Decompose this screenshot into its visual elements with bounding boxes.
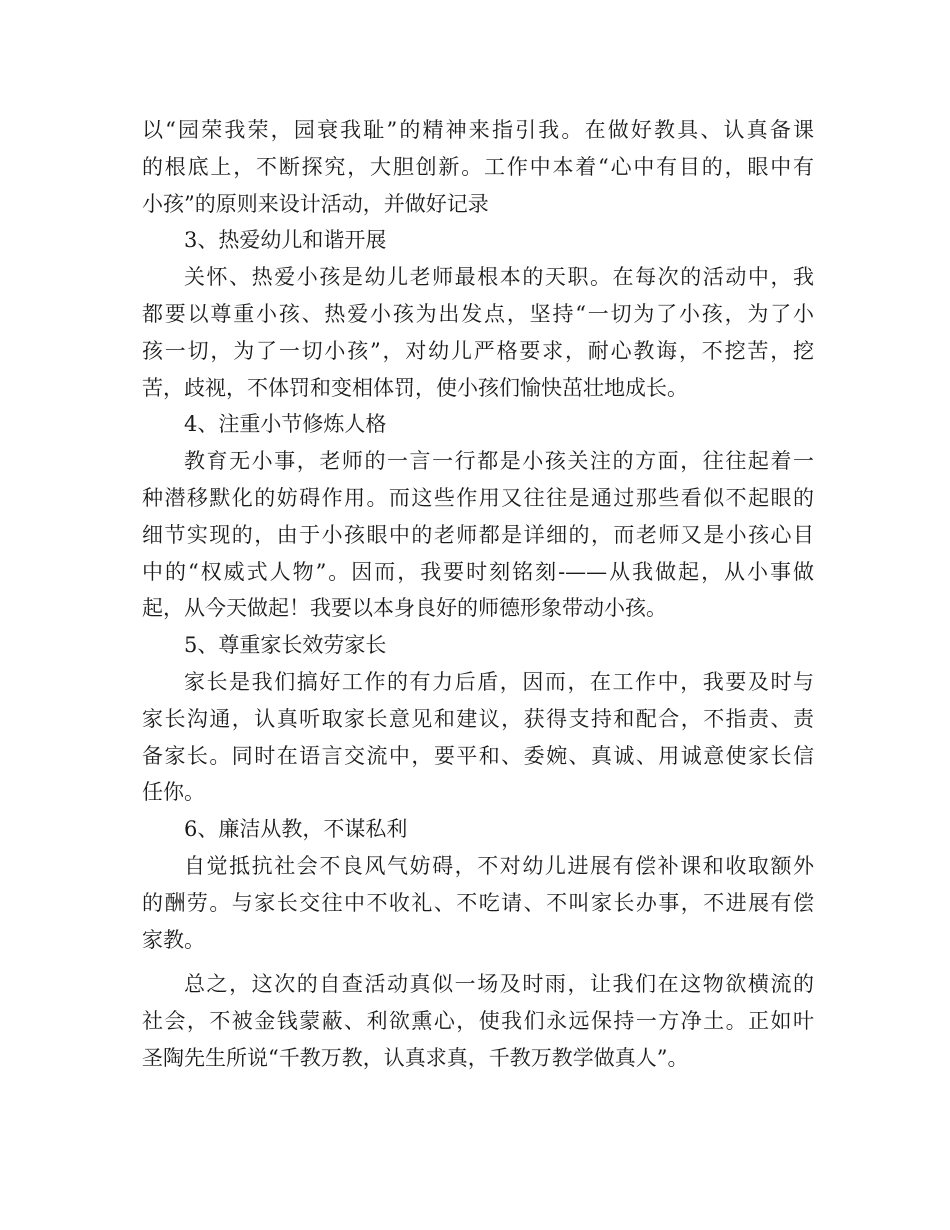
paragraph-line: 家长沟通，认真听取家长意见和建议，获得支持和配合，不指责、责 (142, 706, 814, 731)
paragraph-line: 任你。 (142, 780, 205, 805)
section-heading: 3、热爱幼儿和谐开展 (184, 228, 387, 253)
paragraph-line: 社会，不被金钱蒙蔽、利欲熏心，使我们永远保持一方净土。正如叶 (142, 1009, 814, 1034)
section-heading: 6、廉洁从教，不谋私利 (184, 817, 408, 842)
paragraph-line: 种潜移默化的妨碍作用。而这些作用又往往是通过那些看似不起眼的 (142, 485, 814, 510)
paragraph-line: 自觉抵抗社会不良风气妨碍，不对幼儿进展有偿补课和收取额外 (184, 853, 814, 878)
paragraph-line: 教育无小事，老师的一言一行都是小孩关注的方面，往往起着一 (184, 449, 814, 474)
paragraph-line: 总之，这次的自查活动真似一场及时雨，让我们在这物欲横流的 (184, 972, 814, 997)
paragraph-line: 家长是我们搞好工作的有力后盾，因而，在工作中，我要及时与 (184, 669, 814, 694)
paragraph-line: 的根底上，不断探究，大胆创新。工作中本着“心中有目的，眼中有 (142, 154, 814, 179)
paragraph-line: 关怀、热爱小孩是幼儿老师最根本的天职。在每次的活动中，我 (184, 265, 814, 290)
paragraph-line: 以“园荣我荣，园衰我耻”的精神来指引我。在做好教具、认真备课 (142, 118, 814, 142)
paragraph-line: 家教。 (142, 927, 205, 952)
paragraph-line: 小孩”的原则来设计活动，并做好记录 (142, 191, 489, 216)
paragraph-line: 孩一切，为了一切小孩”，对幼儿严格要求，耐心教诲，不挖苦，挖 (142, 338, 814, 363)
paragraph-line: 备家长。同时在语言交流中，要平和、委婉、真诚、用诚意使家长信 (142, 743, 814, 768)
paragraph-line: 都要以尊重小孩、热爱小孩为出发点，坚持“一切为了小孩，为了小 (142, 301, 814, 326)
paragraph-line: 圣陶先生所说“千教万教，认真求真，千教万教学做真人”。 (142, 1045, 689, 1070)
paragraph-line: 苦，歧视，不体罚和变相体罚，使小孩们愉快茁壮地成长。 (142, 375, 688, 400)
section-heading: 4、注重小节修炼人格 (184, 412, 387, 437)
paragraph-line: 的酬劳。与家长交往中不收礼、不吃请、不叫家长办事，不进展有偿 (142, 890, 814, 915)
paragraph-line: 中的“权威式人物”。因而，我要时刻铭刻-——从我做起，从小事做 (142, 559, 814, 584)
paragraph-line: 起，从今天做起！我要以本身良好的师德形象带动小孩。 (142, 596, 667, 621)
paragraph-line: 细节实现的，由于小孩眼中的老师都是详细的，而老师又是小孩心目 (142, 522, 814, 547)
document-body (142, 112, 814, 1077)
section-heading: 5、尊重家长效劳家长 (184, 633, 387, 658)
